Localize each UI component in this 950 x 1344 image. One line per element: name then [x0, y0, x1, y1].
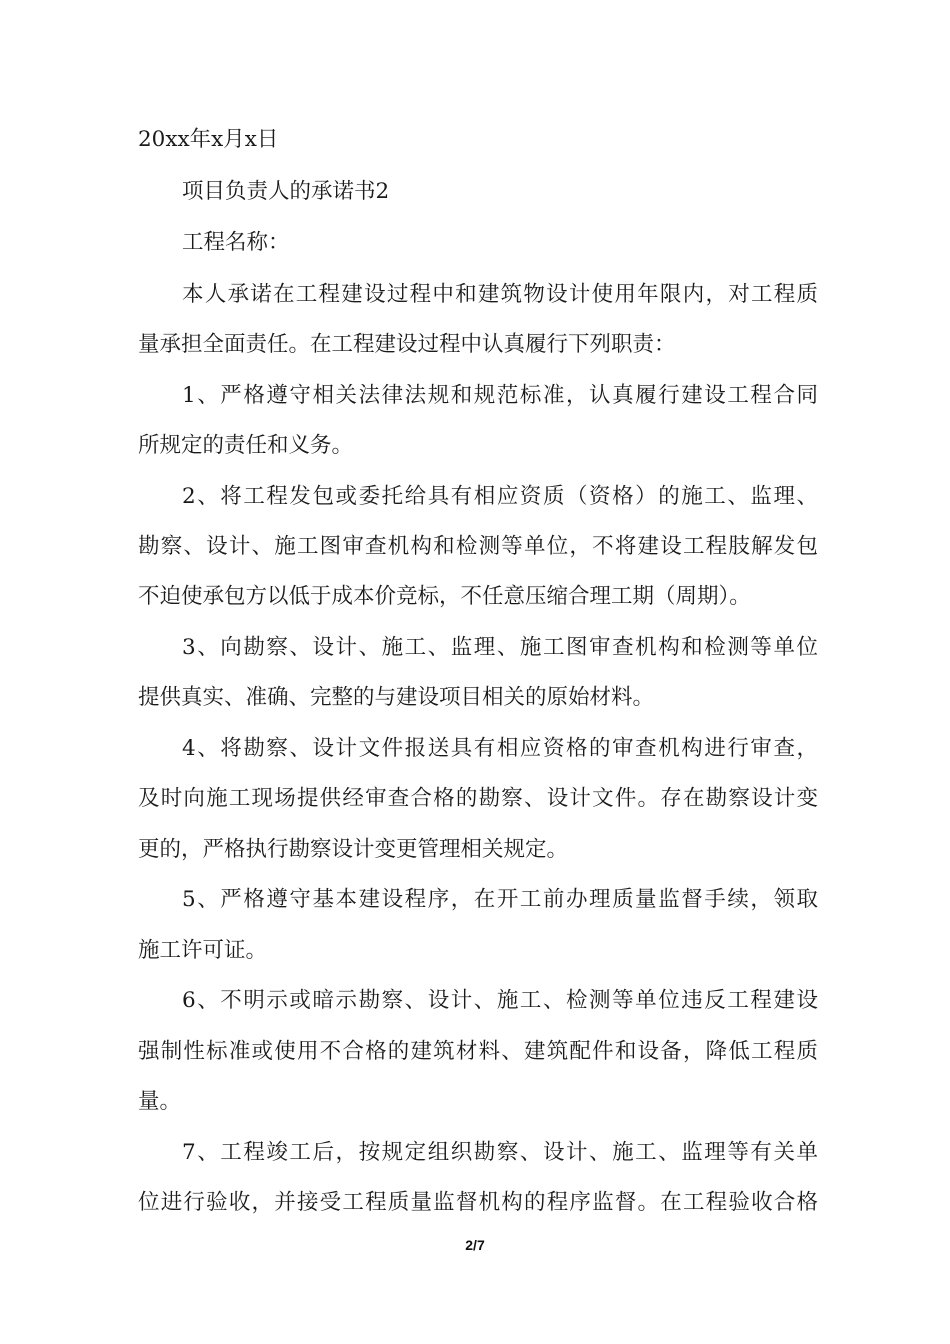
- project-name-label: 工程名称：: [182, 230, 290, 255]
- text-line: 4、将勘察、设计文件报送具有相应资格的审查机构进行审查，: [182, 736, 818, 761]
- text-line: 本人承诺在工程建设过程中和建筑物设计使用年限内，对工程质: [182, 282, 818, 307]
- text-line: 不迫使承包方以低于成本价竞标，不任意压缩合理工期（周期）。: [138, 584, 751, 609]
- text-line: 施工许可证。: [138, 938, 268, 963]
- text-line: 强制性标准或使用不合格的建筑材料、建筑配件和设备，降低工程质: [138, 1039, 818, 1064]
- text-line: 量。: [138, 1089, 182, 1114]
- text-line: 2、将工程发包或委托给具有相应资质（资格）的施工、监理、: [182, 484, 818, 509]
- document-title: 项目负责人的承诺书2: [182, 179, 390, 204]
- text-line: 6、不明示或暗示勘察、设计、施工、检测等单位违反工程建设: [182, 988, 818, 1013]
- text-line: 5、严格遵守基本建设程序，在开工前办理质量监督手续，领取: [182, 887, 818, 912]
- page-number: 2/7: [465, 1237, 485, 1253]
- text-line: 1、严格遵守相关法律法规和规范标准，认真履行建设工程合同: [182, 383, 818, 408]
- text-line: 3、向勘察、设计、施工、监理、施工图审查机构和检测等单位: [182, 635, 818, 660]
- text-line: 7、工程竣工后，按规定组织勘察、设计、施工、监理等有关单: [182, 1140, 818, 1165]
- date-line: 20xx年x月x日: [138, 127, 279, 152]
- text-line: 勘察、设计、施工图审查机构和检测等单位，不将建设工程肢解发包: [138, 534, 818, 559]
- text-line: 位进行验收，并接受工程质量监督机构的程序监督。在工程验收合格: [138, 1190, 818, 1215]
- text-line: 及时向施工现场提供经审查合格的勘察、设计文件。存在勘察设计变: [138, 786, 818, 811]
- text-line: 所规定的责任和义务。: [138, 433, 354, 458]
- text-line: 提供真实、准确、完整的与建设项目相关的原始材料。: [138, 685, 655, 710]
- text-line: 量承担全面责任。在工程建设过程中认真履行下列职责：: [138, 332, 676, 357]
- text-line: 更的，严格执行勘察设计变更管理相关规定。: [138, 837, 569, 862]
